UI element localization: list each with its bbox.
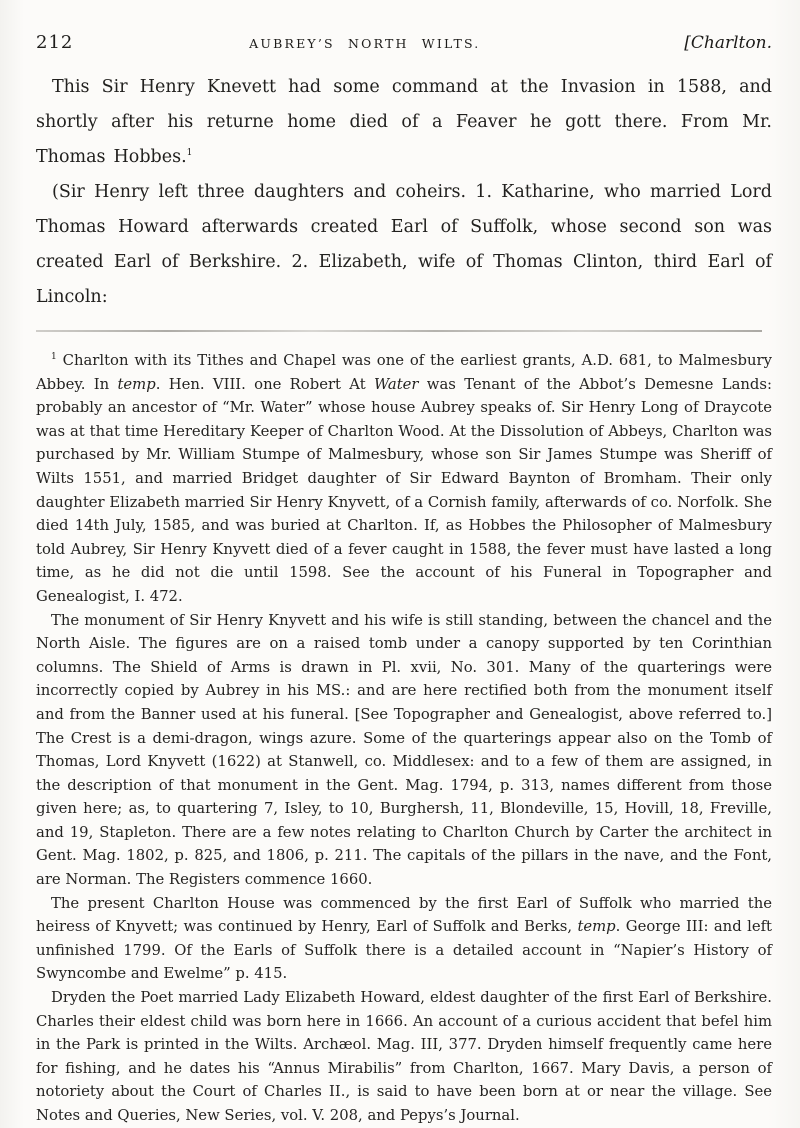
footnotes (36, 349, 772, 1128)
italic-term-temp: temp (117, 375, 156, 393)
running-title: AUBREY’S NORTH WILTS. (249, 36, 481, 51)
main-paragraph-2-text: (Sir Henry left three daughters and coheirs. 1. Katharine, who married Lord Thomas Howard afterwards created Earl of Suffolk, whose second son was created Earl of Berkshire. 2. Elizabeth, wife of Thomas Clinton, third Earl of Lincoln: (36, 182, 772, 307)
page-header (36, 32, 772, 53)
footnote-1-text: was Tenant of the Abbot’s Demesne Lands: probably an ancestor of “Mr. Water” whose house Aubrey speaks of. Sir Henry Long of Draycote was at that time Hereditary Keeper of Charlton Wood. At the Dissolution of Abbeys, Charlton was purchased by Mr. William Stumpe of Malmesbury, whose son Sir James Stumpe was Sheriff of Wilts 1551, and married Bridget daughter of Sir Edward Baynton of Bromham. Their only daughter Elizabeth married Sir Henry Knyvett, of a Cornish family, afterwards of co. Norfolk. She died 14th July, 1585, and was buried at Charlton. If, as Hobbes the Philosopher of Malmesbury told Aubrey, Sir Henry Knyvett died of a fever caught in 1588, the fever must have lasted a long time, as he did not die until 1598. See the account of his Funeral in Topographer and Genealogist, I. 472. (36, 375, 772, 605)
italic-term-water: Water (373, 375, 419, 393)
footnote-2-text: The monument of Sir Henry Knyvett and his wife is still standing, between the chancel and the North Aisle. The figures are on a raised tomb under a canopy supported by ten Corinthian columns. The Shield of Arms is drawn in Pl. xvii, No. 301. Many of the quarterings were incorrectly copied by Aubrey in his MS.: and are here rectified both from the monument itself and from the Banner used at his funeral. [See Topographer and Genealogist, above referred to.] The Crest is a demi-dragon, wings azure. Some of the quarterings appear also on the Tomb of Thomas, Lord Knyvett (1622) at Stanwell, co. Middlesex: and to a few of them are assigned, in the description of that monument in the Gent. Mag. 1794, p. 313, names different from those given here; as, to quartering 7, Isley, to 10, Burghersh, 11, Blondeville, 15, Hovill, 18, Freville, and 19, Stapleton. There are a few notes relating to Charlton Church by Carter the architect in Gent. Mag. 1802, p. 825, and 1806, p. 211. The capitals of the pillars in the nave, and the Font, are Norman. The Registers commence 1660. (36, 611, 772, 889)
footnote-paragraph-2 (36, 609, 772, 892)
footnote-paragraph-3 (36, 892, 772, 986)
footnote-3-text: . George III: and left unfinished 1799. Of the Earls of Suffolk there is a detailed account in “Napier’s History of Swyncombe and Ewelme” p. 415. (36, 918, 772, 983)
italic-term-temp: temp (577, 918, 616, 936)
main-text (36, 70, 772, 315)
footnote-3-text: The present Charlton House was commenced by the first Earl of Suffolk who married the heiress of Knyvett; was continued by Henry, Earl of Suffolk and Berks, (36, 894, 772, 936)
footnote-4-text: Dryden the Poet married Lady Elizabeth Howard, eldest daughter of the first Earl of Berkshire. Charles their eldest child was born here in 1666. An account of a curious accident that befel him in the Park is printed in the Wilts. Archæol. Mag. III, 377. Dryden himself frequently came here for fishing, and he dates his “Annus Mirabilis” from Charlton, 1667. Mary Davis, a person of notoriety about the Court of Charles II., is said to have been born at or near the village. See Notes and Queries, New Series, vol. V. 208, and Pepys’s Journal. (36, 989, 772, 1124)
footnote-marker: 1 (51, 352, 57, 363)
footnote-1-text: Charlton with its Tithes and Chapel was one of the earliest grants, A.D. 681, to Malmesbury Abbey. In (36, 352, 772, 393)
footnote-ref: 1 (186, 148, 193, 159)
footnote-divider (36, 330, 762, 332)
main-paragraph-2 (36, 175, 772, 315)
page-number: 212 (36, 32, 74, 53)
footnote-paragraph-1 (36, 349, 772, 609)
section-label: [Charlton. (684, 33, 772, 53)
main-paragraph-1-text: This Sir Henry Knevett had some command at the Invasion in 1588, and shortly after his returne home died of a Feaver he gott there. From Mr. Thomas Hobbes. (36, 77, 772, 167)
footnote-1-text: . Hen. VIII. one Robert At (155, 375, 374, 393)
main-paragraph-1 (36, 70, 772, 175)
footnote-paragraph-4 (36, 986, 772, 1128)
